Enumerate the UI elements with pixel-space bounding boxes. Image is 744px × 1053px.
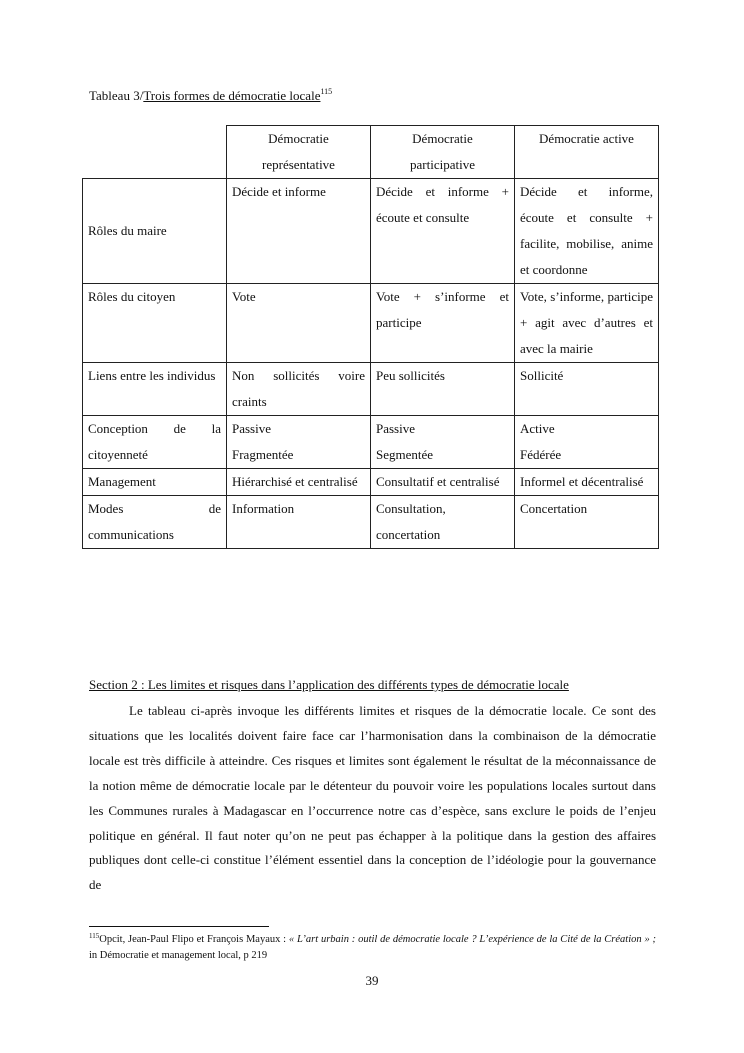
table-cell: Consultation, concertation [371,496,515,549]
table-cell: Vote [227,284,371,363]
footnote-number: 115 [89,932,100,940]
table-cell: Décide et informe, écoute et consulte + facilite, mobilise, anime et coordonne [515,179,659,284]
table-header-row [83,126,659,179]
header-participative: Démocratie participative [371,126,515,179]
paragraph-text: Le tableau ci-après invoque les différents limites et risques de la démocratie locale. Ce sont des situations que les localités doivent faire face car l’harmonisation dans la combinaison de la démocratie locale est très difficile à atteindre. Ces risques et limites sont également le résultat de la méconnaissance de la notion même de démocratie locale par le détenteur du pouvoir voire les populations locales surtout dans les Communes rurales à Madagascar en l’occurrence notre cas d’espèce, sans exclure le poids de l’enjeu politique en général. Il faut noter qu’on ne peut pas échapper à la politique dans la gestion des affaires publiques dont celle-ci constitue l’élément essentiel dans la conception de l’idéologie pour la gouvernance de [89,703,656,893]
table-row [83,363,659,416]
table-cell: Décide et informe [227,179,371,284]
table-cell: Sollicité [515,363,659,416]
table-cell: Active Fédérée [515,416,659,469]
row-label: Conception de la citoyenneté [83,416,227,469]
table-cell: Information [227,496,371,549]
table-caption [89,88,332,104]
table-cell: Peu sollicités [371,363,515,416]
row-label: Rôles du citoyen [83,284,227,363]
table-cell: Informel et décentralisé [515,469,659,496]
footnote-authors: Opcit, Jean-Paul Flipo et François Mayaux : [99,934,289,945]
table-cell: Consultatif et centralisé [371,469,515,496]
footnote-separator [89,926,269,927]
democracy-forms-table [82,125,659,549]
header-representative: Démocratie représentative [227,126,371,179]
table-cell: Concertation [515,496,659,549]
row-label: Modes de communications [83,496,227,549]
footnote-source: in Démocratie et management local, p 219 [89,950,268,961]
section-heading: Section 2 : Les limites et risques dans l’application des différents types de démocratie locale [89,677,569,692]
caption-title: Trois formes de démocratie locale [143,88,321,103]
table-cell: Passive Segmentée [371,416,515,469]
page-number: 39 [365,973,379,988]
table-row [83,284,659,363]
table-cell: Hiérarchisé et centralisé [227,469,371,496]
table-row [83,416,659,469]
section-paragraph [89,699,656,898]
header-active: Démocratie active [515,126,659,179]
row-label: Rôles du maire [83,179,227,284]
caption-footnote-ref: 115 [320,87,333,96]
row-label: Management [83,469,227,496]
table-cell: Passive Fragmentée [227,416,371,469]
table-cell: Vote + s’informe et participe [371,284,515,363]
caption-prefix: Tableau 3/ [89,88,144,103]
table-row [83,496,659,549]
table-cell: Non sollicités voire craints [227,363,371,416]
row-label: Liens entre les individus [83,363,227,416]
table-cell: Vote, s’informe, participe + agit avec d’autres et avec la mairie [515,284,659,363]
table-corner-cell [83,126,227,179]
table-cell: Décide et informe + écoute et consulte [371,179,515,284]
table-row [83,179,659,284]
table-row [83,469,659,496]
footnote-title: « L’art urbain : outil de démocratie locale ? L’expérience de la Cité de la Création » ; [288,934,656,945]
footnote [89,932,656,964]
